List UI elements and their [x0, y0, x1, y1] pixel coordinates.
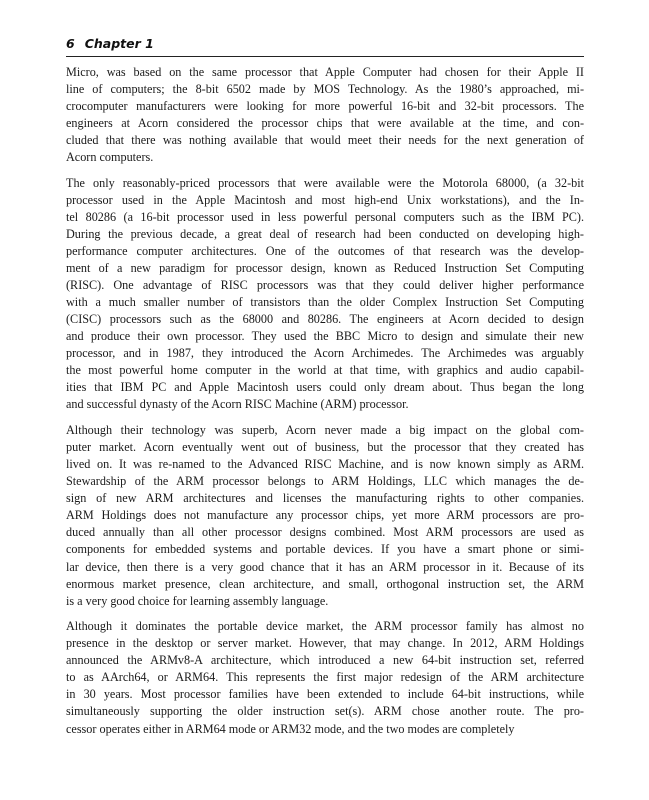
- text-line: Although it dominates the portable device market, the ARM processor family has almost no: [66, 619, 584, 634]
- text-line: is a very good choice for learning assembly language.: [66, 593, 329, 608]
- text-line: with a much smaller number of transistors than the older Complex Instruction Set Computing: [66, 295, 584, 310]
- running-header: [66, 36, 584, 56]
- text-line: crocomputer manufacturers were looking for more powerful 16-bit and 32-bit processors. The: [66, 99, 584, 114]
- text-line: line of computers; the 8-bit 6502 made by MOS Technology. As the 1980’s approached, mi-: [66, 82, 584, 97]
- text-line: processor, and in 1987, they introduced the Acorn Archimedes. The Archimedes was arguably: [66, 346, 584, 361]
- text-line: lived on. It was re-named to the Advanced RISC Machine, and is now known simply as ARM.: [66, 457, 584, 472]
- text-line: (CISC) processors such as the 68000 and 80286. The engineers at Acorn decided to design: [66, 312, 584, 327]
- text-line: ment of a new paradigm for processor design, known as Reduced Instruction Set Computing: [66, 261, 584, 276]
- text-line: During the previous decade, a great deal of research had been conducted on developing high-: [66, 227, 584, 242]
- text-line: components for embedded systems and portable devices. If you have a smart phone or simi-: [66, 542, 584, 557]
- text-line: cessor operates either in ARM64 mode or ARM32 mode, and the two modes are completely: [66, 721, 515, 736]
- text-line: the most powerful home computer in the world at that time, with graphics and audio capabil-: [66, 363, 584, 378]
- text-line: tel 80286 (a 16-bit processor used in less powerful personal computers such as the IBM PC).: [66, 209, 584, 224]
- text-line: ARM Holdings does not manufacture any processor chips, yet more ARM processors are pro-: [66, 508, 584, 523]
- header-rule: [66, 56, 584, 57]
- body-text: [66, 64, 584, 746]
- text-line: Acorn computers.: [66, 150, 154, 165]
- text-line: announced the ARMv8-A architecture, which introduced a new 64-bit instruction set, referred: [66, 653, 584, 668]
- text-line: and successful dynasty of the Acorn RISC Machine (ARM) processor.: [66, 397, 409, 412]
- text-line: sign of new ARM architectures and licenses the manufacturing rights to other companies.: [66, 491, 584, 506]
- text-line: ities that IBM PC and Apple Macintosh users could only dream about. Thus began the long: [66, 380, 584, 395]
- page-number: 6: [66, 36, 75, 51]
- text-line: to as AArch64, or ARM64. This represents the first major redesign of the ARM architecture: [66, 670, 584, 685]
- text-line: processor used in the Apple Macintosh and most high-end Unix workstations), and the In-: [66, 192, 584, 207]
- text-line: Micro, was based on the same processor that Apple Computer had chosen for their Apple II: [66, 65, 584, 79]
- text-line: performance computer architectures. One of the outcomes of that research was the develop-: [66, 244, 584, 259]
- text-line: The only reasonably-priced processors that were available were the Motorola 68000, (a 32-bit: [66, 175, 584, 190]
- paragraph: [66, 618, 584, 737]
- paragraph: [66, 64, 584, 166]
- text-line: simultaneously supporting the older instruction set(s). ARM chose another route. The pro-: [66, 704, 584, 719]
- text-line: and produce their own processor. They used the BBC Micro to design and simulate their new: [66, 329, 584, 344]
- text-line: enormous market presence, clean architecture, and small, orthogonal instruction set, the ARM: [66, 576, 584, 591]
- text-line: presence in the desktop or server market. However, that may change. In 2012, ARM Holdings: [66, 636, 584, 651]
- paragraph: [66, 422, 584, 610]
- text-line: Stewardship of the ARM processor belongs to ARM Holdings, LLC which manages the de-: [66, 474, 584, 489]
- text-line: lar device, then there is a very good chance that it has an ARM processor in it. Because of its: [66, 559, 584, 574]
- paragraph: [66, 175, 584, 414]
- text-line: engineers at Acorn considered the processor chips that were available at the time, and con-: [66, 116, 584, 131]
- text-line: in 30 years. Most processor families have been extended to include 64-bit instructions, while: [66, 687, 584, 702]
- text-line: (RISC). One advantage of RISC processors was that they could deliver higher performance: [66, 278, 584, 293]
- text-line: duced annually than all other processor designs combined. Most ARM processors are used as: [66, 525, 584, 540]
- text-line: cluded that there was nothing available that would meet their needs for the next generation of: [66, 133, 584, 148]
- chapter-title: Chapter 1: [84, 36, 154, 51]
- text-line: puter market. Acorn eventually went out of business, but the processor that they created has: [66, 440, 584, 455]
- text-line: Although their technology was superb, Acorn never made a big impact on the global com-: [66, 423, 584, 438]
